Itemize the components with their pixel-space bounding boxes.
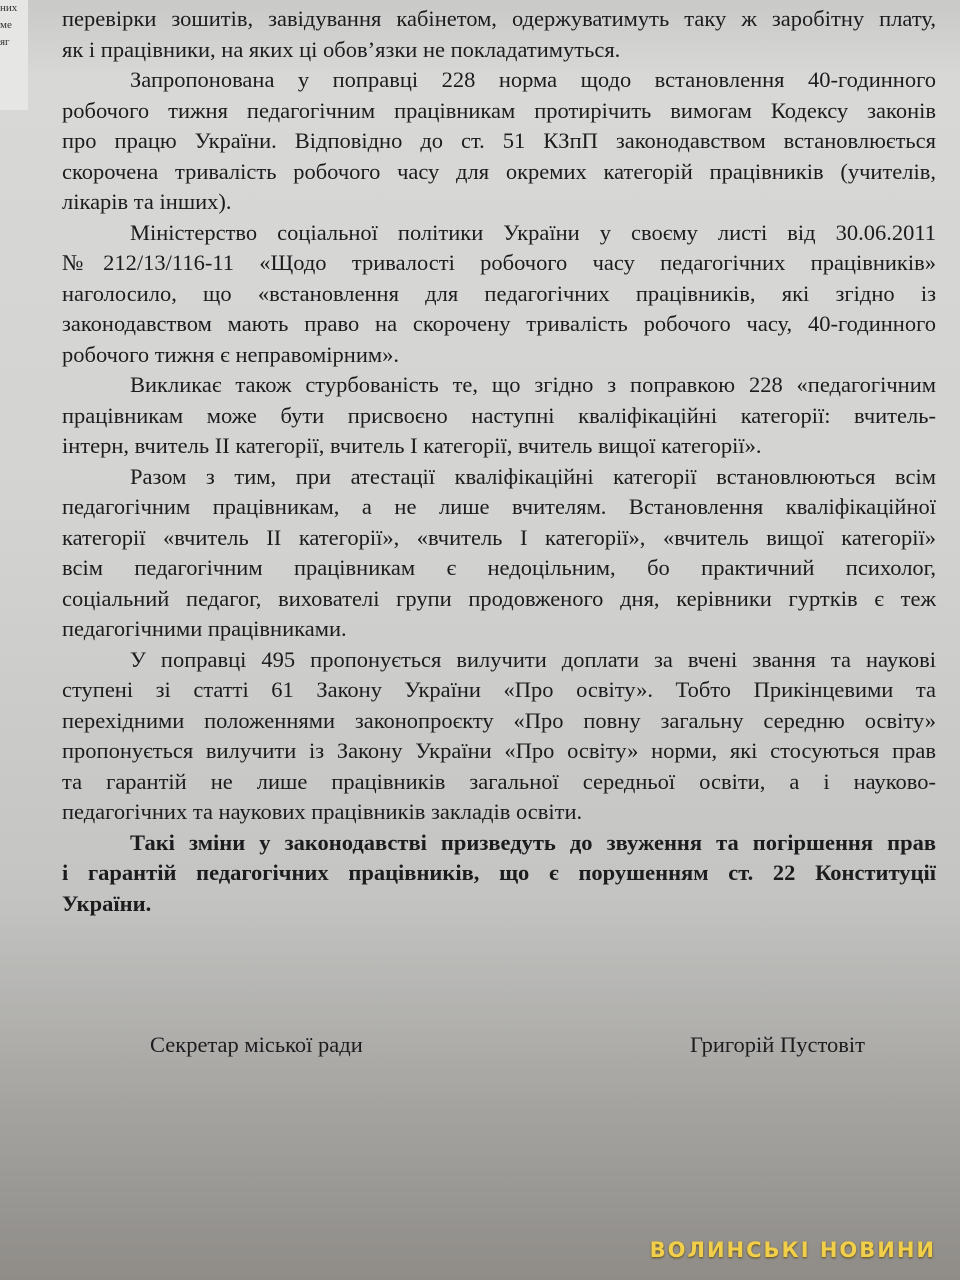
edge-fragment: ме <box>0 19 12 31</box>
text-line: педагогічним працівникам, а не лише вчителям. Встановлення кваліфікаційної <box>62 494 936 519</box>
text-line: перевірки зошитів, завідування кабінетом, одержуватимуть таку ж заробітну плату, <box>62 6 936 31</box>
paragraph <box>62 218 936 371</box>
text-line: і гарантій педагогічних працівників, що є порушенням ст. 22 Конституції <box>62 860 936 885</box>
text-line: Такі зміни у законодавстві призведуть до звуження та погіршення прав <box>130 829 936 855</box>
text-line: як і працівники, на яких ці обов’язки не покладатимуться. <box>62 36 621 62</box>
edge-fragment: них <box>0 2 18 14</box>
text-line: про працю України. Відповідно до ст. 51 КЗпП законодавством встановлюється <box>62 128 936 153</box>
text-line: лікарів та інших). <box>62 189 232 214</box>
adjacent-page-edge <box>0 0 28 110</box>
paragraph <box>62 370 936 462</box>
signature-name: Григорій Пустовіт <box>690 1032 865 1057</box>
text-line: соціальний педагог, вихователі групи продовженого дня, керівники гуртків є теж <box>62 585 936 611</box>
text-line: працівникам може бути присвоєно наступні кваліфікаційні категорії: вчитель- <box>62 402 936 428</box>
watermark-logo: ВОЛИНСЬКІ НОВИНИ <box>649 1238 936 1262</box>
text-line: У поправці 495 пропонується вилучити доплати за вчені звання та наукові <box>130 646 936 672</box>
text-line: Викликає також стурбованість те, що згідно з поправкою 228 «педагогічним <box>130 372 936 397</box>
text-line: педагогічних та наукових працівників закладів освіти. <box>62 799 583 824</box>
text-line: №212/13/116-11 «Щодо тривалості робочого часу педагогічних працівників» <box>62 250 936 275</box>
text-line: України. <box>62 890 152 916</box>
text-line: Міністерство соціальної політики України у своєму листі від 30.06.2011 <box>130 219 936 245</box>
paragraph <box>62 462 936 645</box>
edge-fragment: яг <box>0 36 10 48</box>
text-line: ступені зі статті 61 Закону України «Про освіту». Тобто Прикінцевими та <box>62 677 936 702</box>
text-line: та гарантій не лише працівників загальної середньої освіти, а і науково- <box>62 768 936 794</box>
text-line: перехідними положеннями законопроєкту «Про повну загальну середню освіту» <box>62 707 936 733</box>
text-line: всім педагогічним працівникам є недоцільним, бо практичний психолог, <box>62 555 936 580</box>
text-line: Запропонована у поправці 228 норма щодо встановлення 40-годинного <box>130 67 936 92</box>
paragraph <box>62 65 936 218</box>
text-line: пропонується вилучити із Закону України «Про освіту» норми, які стосуються прав <box>62 738 936 763</box>
paragraph <box>62 4 936 65</box>
paragraph <box>62 828 936 920</box>
text-line: інтерн, вчитель II категорії, вчитель I категорії, вчитель вищої категорії». <box>62 433 762 458</box>
text-line: категорії «вчитель II категорії», «вчитель I категорії», «вчитель вищої категорії» <box>62 524 936 550</box>
document-body <box>62 4 936 919</box>
text-line: робочого тижня є неправомірним». <box>62 341 399 367</box>
text-line: законодавством мають право на скорочену тривалість робочого часу, 40-годинного <box>62 311 936 336</box>
paragraph <box>62 645 936 828</box>
text-line: педагогічними працівниками. <box>62 616 347 641</box>
signature-position: Секретар міської ради <box>150 1032 363 1057</box>
text-line: наголосило, що «встановлення для педагогічних працівників, які згідно із <box>62 280 936 306</box>
text-line: скорочена тривалість робочого часу для окремих категорій працівників (учителів, <box>62 158 936 184</box>
text-line: робочого тижня педагогічним працівникам протирічить вимогам Кодексу законів <box>62 97 936 123</box>
text-line: Разом з тим, при атестації кваліфікаційні категорії встановлюються всім <box>130 463 936 489</box>
